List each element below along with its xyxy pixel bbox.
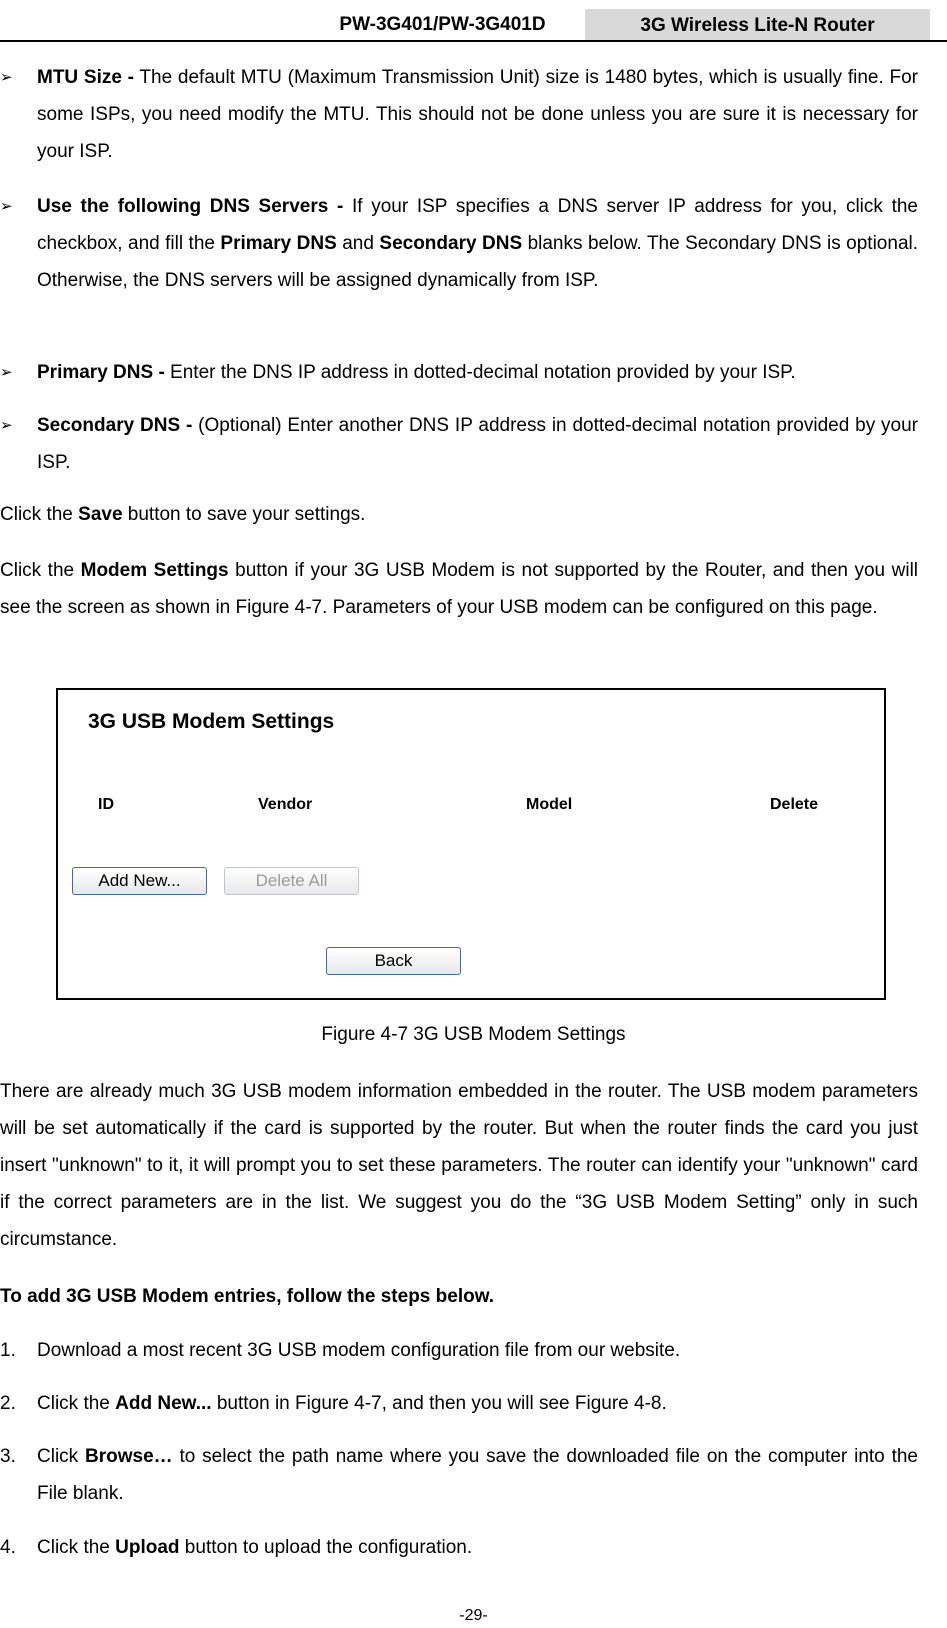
bullet-arrow-icon: ➢ [0,417,13,434]
bullet-arrow-icon: ➢ [0,364,13,381]
step-3 [0,1438,918,1512]
step-1 [0,1332,918,1369]
header-model: PW-3G401/PW-3G401D [339,14,546,35]
column-model: Model [526,796,573,813]
save-paragraph [0,496,918,533]
bullet-text: Enter the DNS IP address in dotted-decimal notation provided by your ISP. [164,362,796,383]
text: button if your 3G USB Modem is not supported by the Router, and then you will see the screen as shown in Figure 4-7. Parameters of your USB modem can be configured on this page. [0,560,919,618]
bullet-label: Secondary DNS - [37,415,193,436]
delete-all-button[interactable]: Delete All [224,867,359,895]
text: Click the [37,1537,116,1558]
figure-modem-settings [56,688,886,1000]
text: to select the path name where you save the downloaded file on the computer into the File blank. [37,1446,918,1504]
bullet-mtu-size [0,59,918,170]
bold-term: Add New... [115,1393,212,1414]
bold-term: Save [78,504,123,525]
bold-term: Primary DNS [220,233,337,254]
bullet-primary-dns [0,354,918,391]
page-header [0,0,947,42]
text: Click the [0,504,79,525]
bold-term: Upload [115,1537,180,1558]
bullet-label: Primary DNS - [37,362,165,383]
bullet-text: blanks below. The Secondary DNS is optional. Otherwise, the DNS servers will be assigned dynamically from ISP. [37,233,919,291]
text: Click [37,1446,86,1467]
bullet-text: (Optional) Enter another DNS IP address in dotted-decimal notation provided by your ISP. [37,415,919,473]
bullet-text: If your ISP specifies a DNS server IP address for you, click the checkbox, and fill the [37,196,918,254]
text: button to upload the configuration. [179,1537,473,1558]
column-delete: Delete [770,796,819,813]
step-number: 4. [0,1537,16,1558]
figure-title: 3G USB Modem Settings [88,710,335,733]
step-number: 3. [0,1446,16,1467]
bullet-text: and [336,233,380,254]
text: Click the [37,1393,116,1414]
bullet-arrow-icon: ➢ [0,198,13,215]
bullet-arrow-icon: ➢ [0,69,13,86]
text: Click the [0,560,81,581]
bullet-label: MTU Size - [37,67,135,88]
header-product: 3G Wireless Lite-N Router [585,9,930,40]
bullet-label: Use the following DNS Servers - [37,196,344,217]
bold-term: Browse… [85,1446,173,1467]
modem-settings-paragraph [0,552,918,626]
text: button in Figure 4-7, and then you will see Figure 4-8. [211,1393,667,1414]
text: Download a most recent 3G USB modem configuration file from our website. [37,1340,681,1361]
add-new-button[interactable]: Add New... [72,867,207,895]
bullet-text: The default MTU (Maximum Transmission Unit) size is 1480 bytes, which is usually fine. For some ISPs, you need modify the MTU. This should not be done unless you are sure it is necessary for your ISP. [37,67,918,162]
step-4 [0,1529,918,1566]
column-vendor: Vendor [258,796,313,813]
back-button[interactable]: Back [326,947,461,975]
step-number: 2. [0,1393,16,1414]
bullet-secondary-dns [0,407,918,481]
text: button to save your settings. [122,504,366,525]
bold-term: Secondary DNS [379,233,523,254]
step-2 [0,1385,918,1422]
bold-term: Modem Settings [80,560,229,581]
info-paragraph: There are already much 3G USB modem information embedded in the router. The USB modem parameters will be set automatically if the card is supported by the router. But when the router finds the card you just insert "unknown" to it, it will prompt you to set these parameters. The router can identify your "unknown" card if the correct parameters are in the list. We suggest you do the “3G USB Modem Setting” only in such circumstance. [0,1081,918,1250]
header-rule [0,40,947,42]
bullet-dns-servers [0,188,918,299]
page-number: -29- [459,1607,488,1624]
steps-heading: To add 3G USB Modem entries, follow the steps below. [0,1286,495,1307]
figure-caption: Figure 4-7 3G USB Modem Settings [321,1024,626,1045]
step-number: 1. [0,1340,16,1361]
column-id: ID [98,796,114,813]
